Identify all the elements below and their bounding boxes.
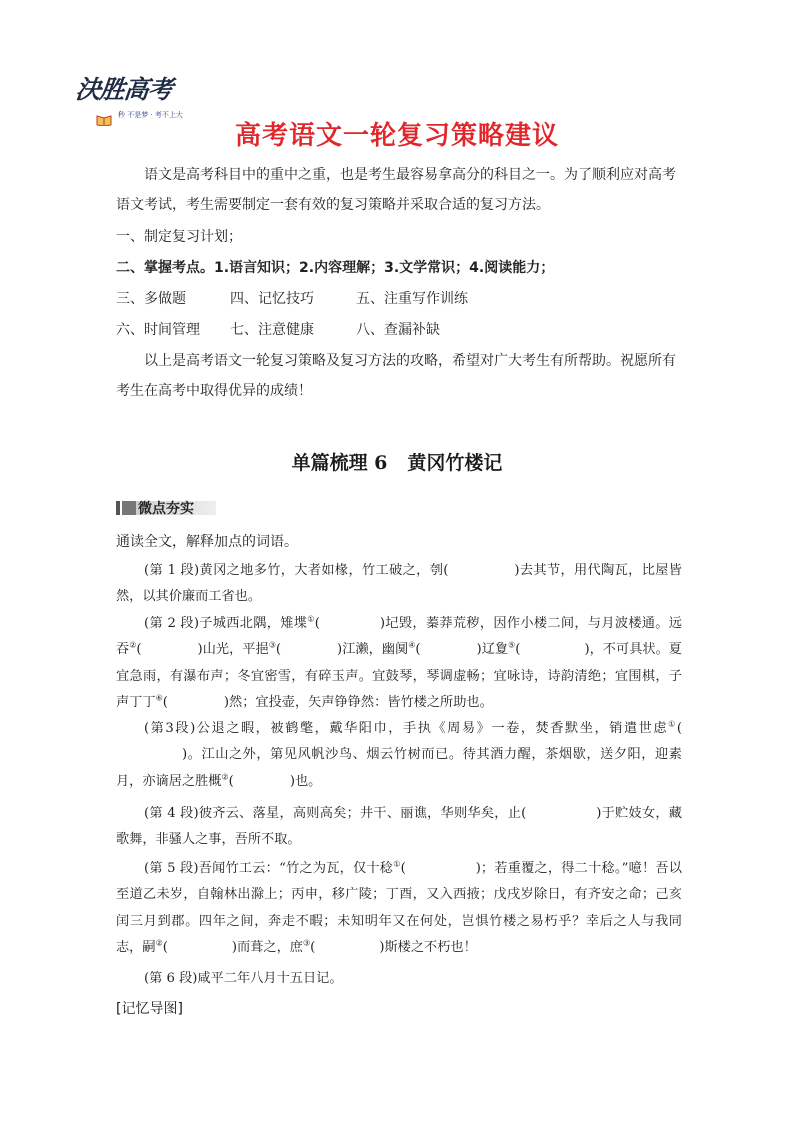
strategy-item-1: 一、制定复习计划； [116,229,242,245]
passage-paragraph-3: (第3段)公退之暇，被鹤氅，戴华阳巾，手执《周易》一卷，焚香默坐，销遣世虑①()。江山之外，第见风帆沙鸟、烟云竹树而已。待其酒力醒，茶烟歇，送夕阳，迎素月，亦谪居之胜概②( )也。 [116,719,682,789]
strategy-item: 五、注重写作训练 [356,291,468,307]
passage-paragraph-2: (第 2 段)子城西北隅，雉堞①( )圮毁，蓁莽荒秽，因作小楼二间，与月波楼通。远吞②( )山光，平挹③( )江濑，幽阒④( )辽夐⑤( )，不可具状。夏宜急雨，有瀑布声；冬宜密雪，有碎玉声。宜鼓琴，琴调虚畅；宜咏诗，诗韵清绝；宜围棋，子声丁丁⑥( )然；宜投壶，矢声铮铮然：皆竹楼之所助也。 [116,614,682,710]
strategy-row-3 [116,284,468,314]
passage-paragraph-4: (第 4 段)彼齐云、落星，高则高矣；井干、丽谯，华则华矣，止( )于贮妓女，藏歌舞，非骚人之事，吾所不取。 [116,806,682,848]
section-name: 黄冈竹楼记 [407,452,503,474]
strategy-item: 四、记忆技巧 [230,291,314,307]
passage-paragraph-1: (第 1 段)黄冈之地多竹，大者如椽，竹工破之，刳( )去其节，用代陶瓦，比屋皆然，以其价廉而工省也。 [116,563,682,605]
intro-paragraph: 语文是高考科目中的重中之重，也是考生最容易拿高分的科目之一。为了顺利应对高考语文考试，考生需要制定一套有效的复习策略并采取合适的复习方法。 [116,167,676,213]
passage-paragraph-5: (第 5 段)吾闻竹工云：“竹之为瓦，仅十稔①( )；若重覆之，得二十稔。”噫！吾以至道乙未岁，自翰林出滁上；丙申，移广陵；丁酉，又入西掖；戊戌岁除日，有齐安之命；己亥闰三月到郡。四年之间，奔走不暇；未知明年又在何处，岂惧竹楼之易朽乎？幸后之人与我同志，嗣②( )而葺之，庶③( )斯楼之不朽也！ [116,859,682,955]
strategy-item: 八、查漏补缺 [356,322,440,338]
section-label: 单篇梳理 6 [291,452,388,474]
strategy-item: 六、时间管理 [116,322,200,338]
memory-map-label: [记忆导图] [116,1001,183,1017]
strategy-item-2: 二、掌握考点。1.语言知识；2.内容理解；3.文学常识；4.阅读能力； [116,260,555,276]
section-tag [116,498,216,517]
strategy-row-4 [116,315,440,345]
section-title [0,448,794,475]
logo-slogan: 秒 不是梦 · 考不上大 [118,111,183,119]
instruction: 通读全文，解释加点的词语。 [116,534,298,550]
closing-paragraph: 以上是高考语文一轮复习策略及复习方法的攻略，希望对广大考生有所帮助。祝愿所有考生在高考中取得优异的成绩！ [116,353,676,399]
page-title: 高考语文一轮复习策略建议 [234,121,559,151]
strategy-item: 七、注意健康 [230,322,314,338]
strategy-item: 三、多做题 [116,291,186,307]
section-tag-label: 微点夯实 [138,501,194,517]
passage-paragraph-6: (第 6 段)咸平二年八月十五日记。 [144,971,343,986]
tag-marker-icon [116,501,136,515]
logo-wordmark: 決胜高考 [74,75,174,104]
